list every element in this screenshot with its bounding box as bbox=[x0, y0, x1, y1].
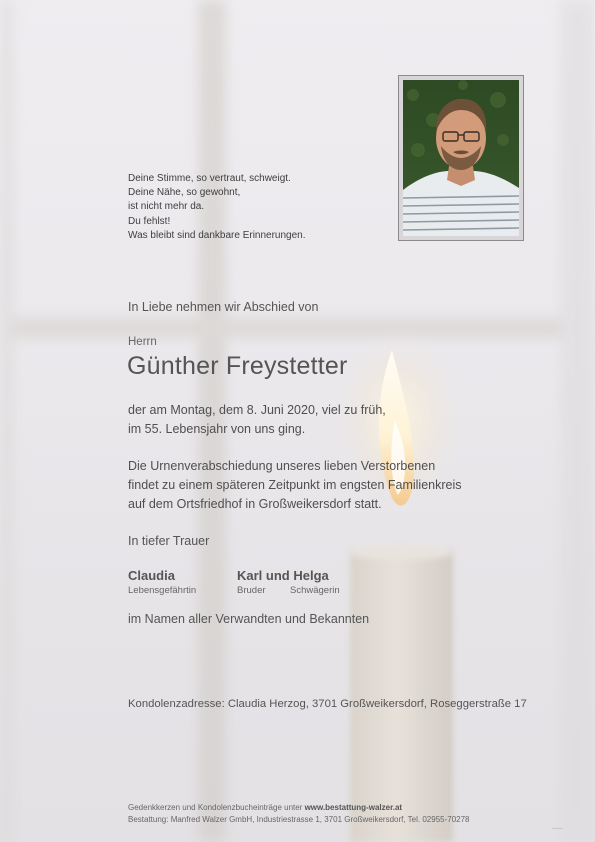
paragraph-line: der am Montag, dem 8. Juni 2020, viel zu früh, bbox=[128, 403, 386, 417]
mourner-role-label: Schwägerin bbox=[290, 585, 340, 596]
mourner-claudia bbox=[128, 568, 196, 596]
paragraph-line: auf dem Ortsfriedhof in Großweikersdorf statt. bbox=[128, 497, 382, 511]
deceased-name: Günther Freystetter bbox=[127, 352, 348, 380]
poem-line: Deine Nähe, so gewohnt, bbox=[128, 187, 241, 199]
portrait-photo bbox=[403, 80, 519, 236]
mourner-role bbox=[237, 585, 340, 596]
mourner-role-label: Lebensgefährtin bbox=[128, 585, 197, 596]
portrait-photo-frame bbox=[398, 75, 524, 241]
footer-line-2: Bestattung: Manfred Walzer GmbH, Industriestrasse 1, 3701 Großweikersdorf, Tel. 02955-70278 bbox=[128, 814, 470, 824]
mourner-role-label: Bruder bbox=[237, 585, 266, 596]
poem-line: Was bleibt sind dankbare Erinnerungen. bbox=[128, 229, 306, 241]
funeral-home-website-link[interactable]: www.bestattung-walzer.at bbox=[304, 803, 403, 812]
footer-text: Gedenkkerzen und Kondolenzbucheinträge unter bbox=[128, 803, 305, 812]
farewell-intro: In Liebe nehmen wir Abschied von bbox=[128, 300, 319, 314]
mourning-intro: In tiefer Trauer bbox=[128, 534, 210, 548]
print-id-stamp: ▪▪▪▪▪▪ bbox=[552, 826, 563, 832]
salutation: Herrn bbox=[128, 336, 157, 348]
mourner-karl-helga bbox=[237, 568, 340, 596]
mourner-name: Claudia bbox=[128, 568, 175, 583]
death-notice-paragraph bbox=[128, 401, 386, 439]
footer-line-1 bbox=[128, 802, 470, 814]
memorial-poem bbox=[128, 172, 306, 243]
mourner-name: Karl und Helga bbox=[237, 568, 329, 583]
paragraph-line: findet zu einem späteren Zeitpunkt im engsten Familienkreis bbox=[128, 478, 462, 492]
poem-line: ist nicht mehr da. bbox=[128, 201, 205, 213]
paragraph-line: Die Urnenverabschiedung unseres lieben Verstorbenen bbox=[128, 459, 436, 473]
funeral-info-paragraph bbox=[128, 457, 462, 514]
footer bbox=[128, 802, 470, 825]
condolence-address: Kondolenzadresse: Claudia Herzog, 3701 Großweikersdorf, Roseggerstraße 17 bbox=[128, 698, 527, 710]
poem-line: Du fehlst! bbox=[128, 215, 171, 227]
mourner-role bbox=[128, 585, 196, 596]
poem-line: Deine Stimme, so vertraut, schweigt. bbox=[128, 173, 291, 184]
relatives-line: im Namen aller Verwandten und Bekannten bbox=[128, 612, 370, 626]
paragraph-line: im 55. Lebensjahr von uns ging. bbox=[128, 422, 306, 436]
